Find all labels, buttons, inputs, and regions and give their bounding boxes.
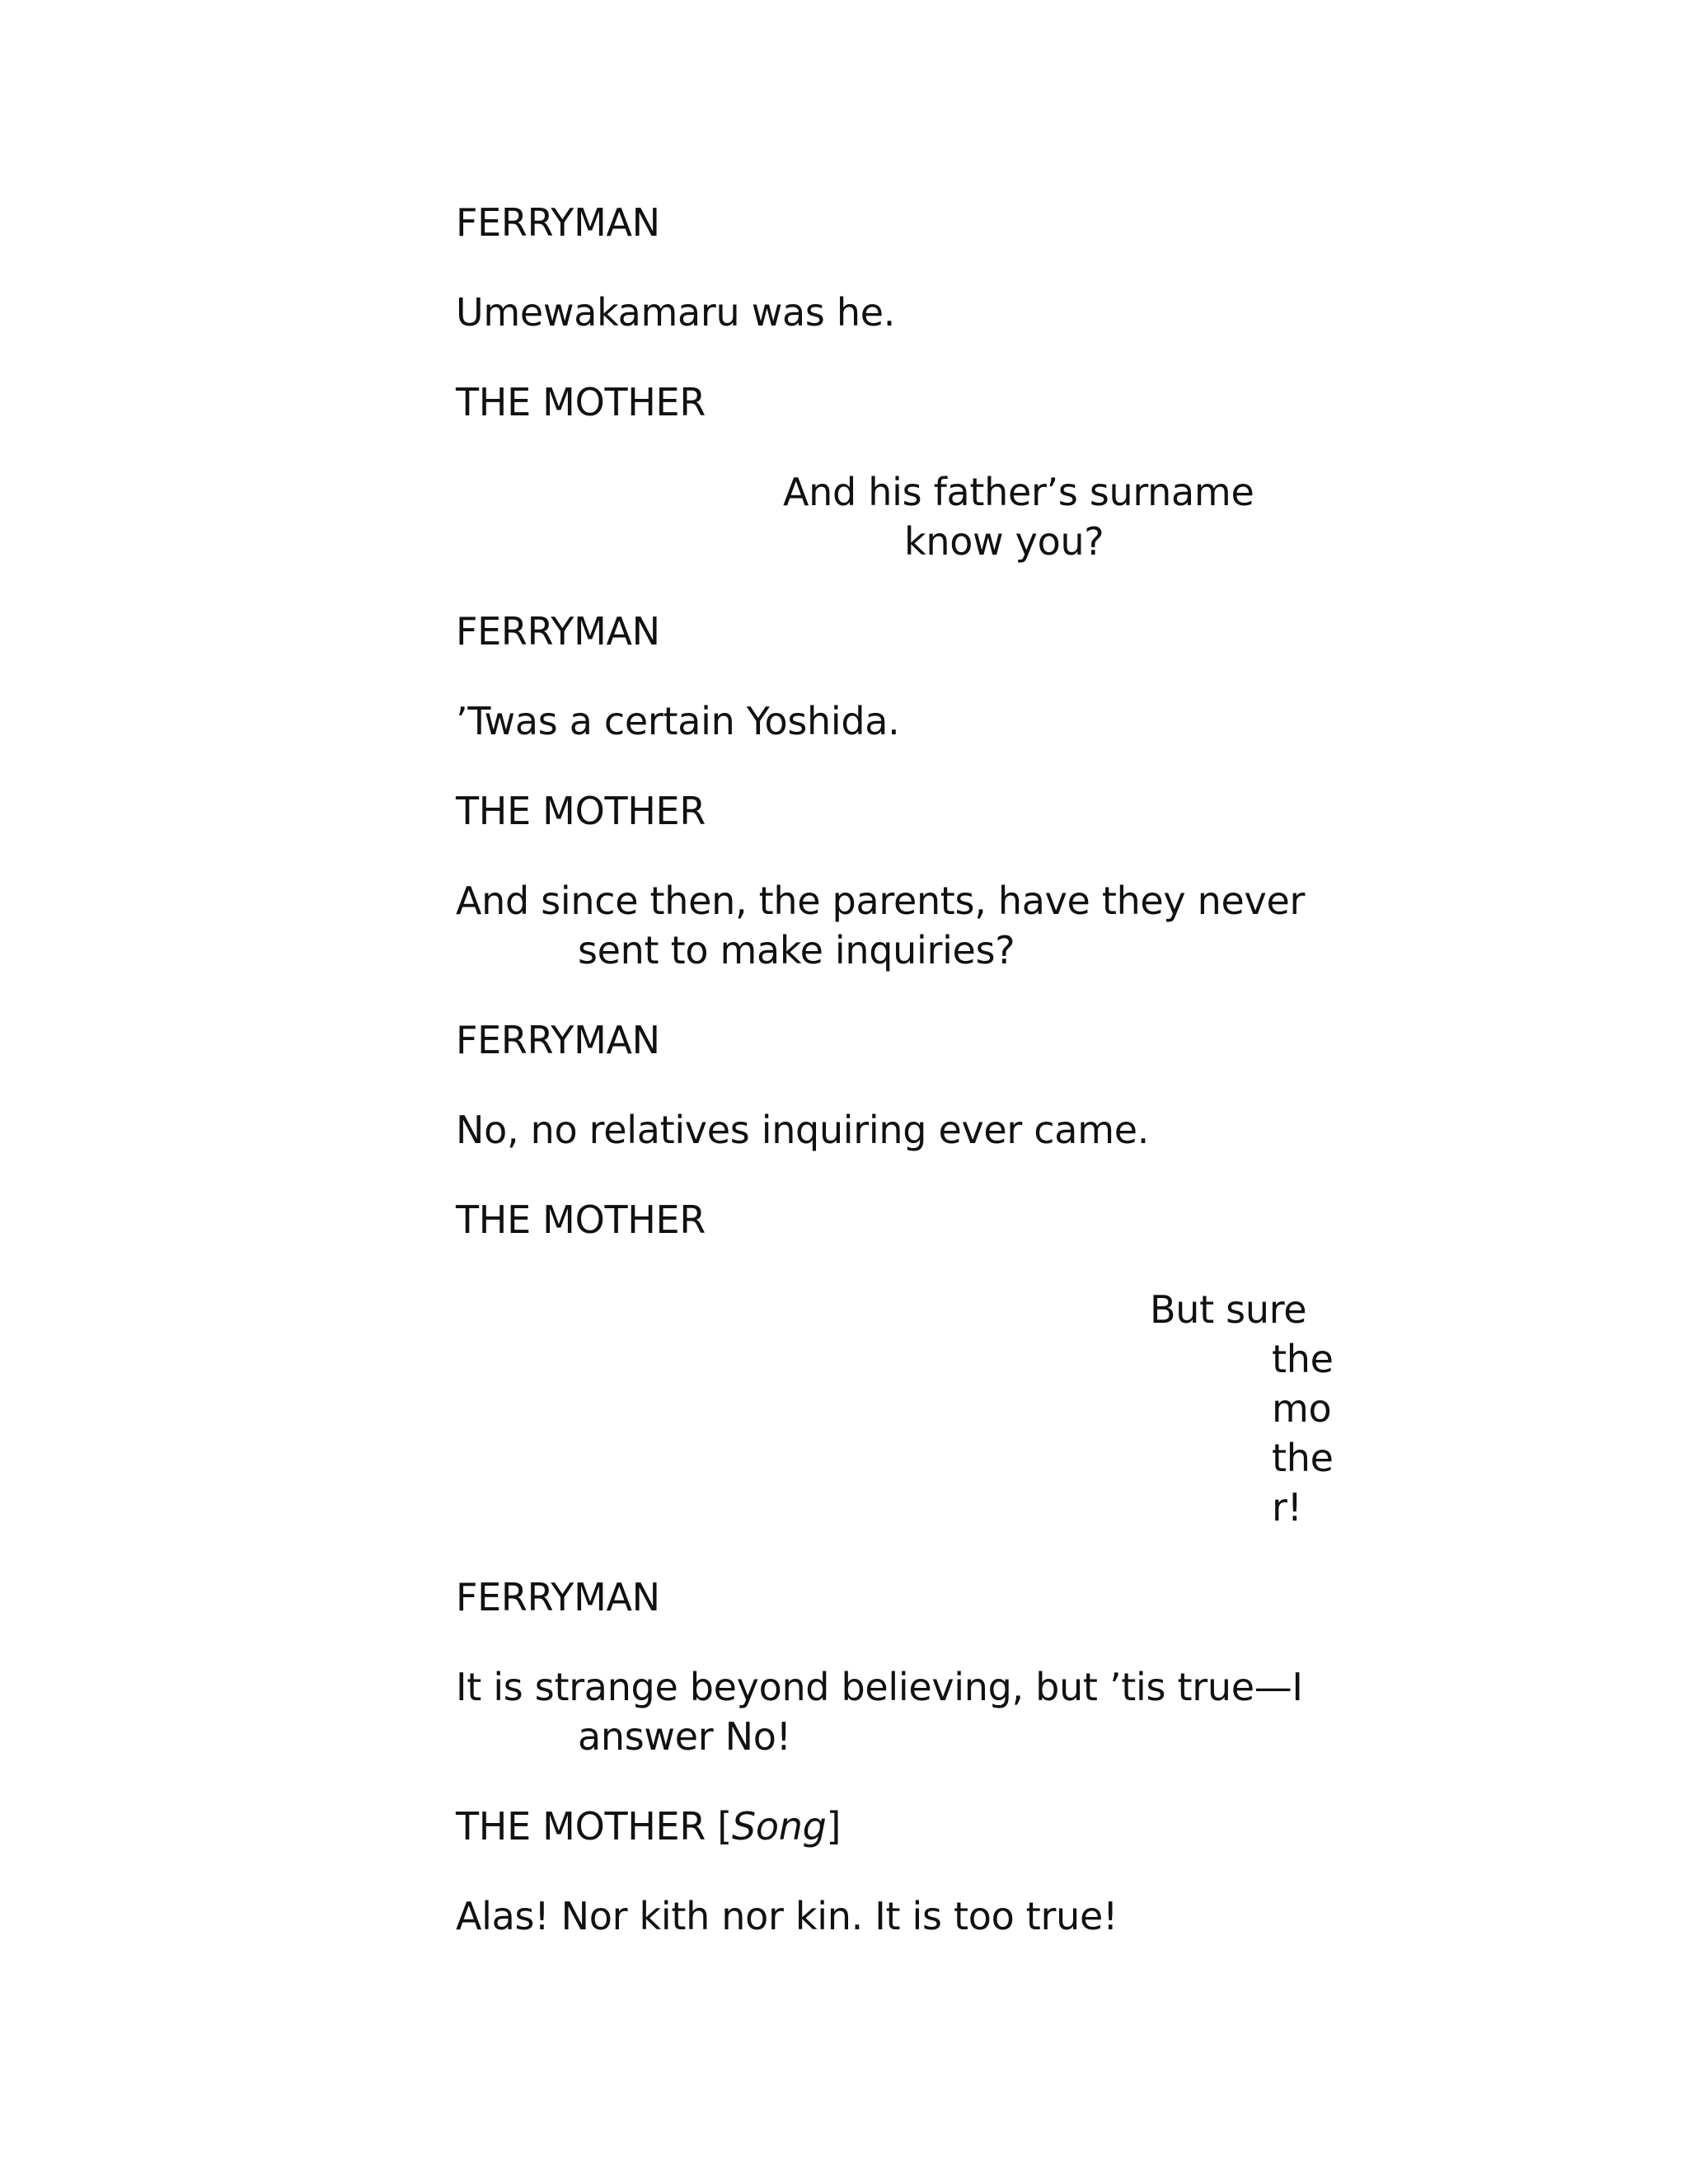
- bracket-close: ]: [826, 1804, 842, 1849]
- speaker-name: FERRYMAN: [456, 200, 660, 245]
- dialogue-line: But sure: [1150, 1287, 1307, 1332]
- dialogue-line: No, no relatives inquiring ever came.: [456, 1108, 1150, 1152]
- dialogue-line: It is strange beyond believing, but ’tis true—I: [456, 1665, 1303, 1709]
- speaker-name: THE MOTHER: [456, 789, 706, 833]
- dialogue-line: Alas! Nor kith nor kin. It is too true!: [456, 1894, 1118, 1938]
- speaker-name: FERRYMAN: [456, 1575, 660, 1619]
- dialogue-line: the: [1272, 1436, 1334, 1480]
- dialogue-line: r!: [1272, 1485, 1302, 1530]
- dialogue-line: know you?: [904, 519, 1104, 564]
- speaker-name: FERRYMAN: [456, 609, 660, 654]
- speaker-label: THE MOTHER [: [456, 1804, 732, 1849]
- dialogue-line: And since then, the parents, have they never: [456, 879, 1306, 923]
- speaker-name: THE MOTHER: [456, 380, 706, 424]
- speaker-name: FERRYMAN: [456, 1018, 660, 1062]
- speaker-name: [456, 1802, 841, 1851]
- dialogue-line: mo: [1272, 1386, 1332, 1431]
- dialogue-line: And his father’s surname: [783, 470, 1254, 514]
- dialogue-line: the: [1272, 1337, 1334, 1381]
- speaker-name: THE MOTHER: [456, 1197, 706, 1242]
- dialogue-line: sent to make inquiries?: [578, 928, 1015, 972]
- dialogue-line: answer No!: [578, 1714, 791, 1759]
- stage-direction: Song: [731, 1804, 827, 1849]
- dialogue-line: ’Twas a certain Yoshida.: [456, 699, 900, 743]
- dialogue-line: Umewakamaru was he.: [456, 290, 896, 335]
